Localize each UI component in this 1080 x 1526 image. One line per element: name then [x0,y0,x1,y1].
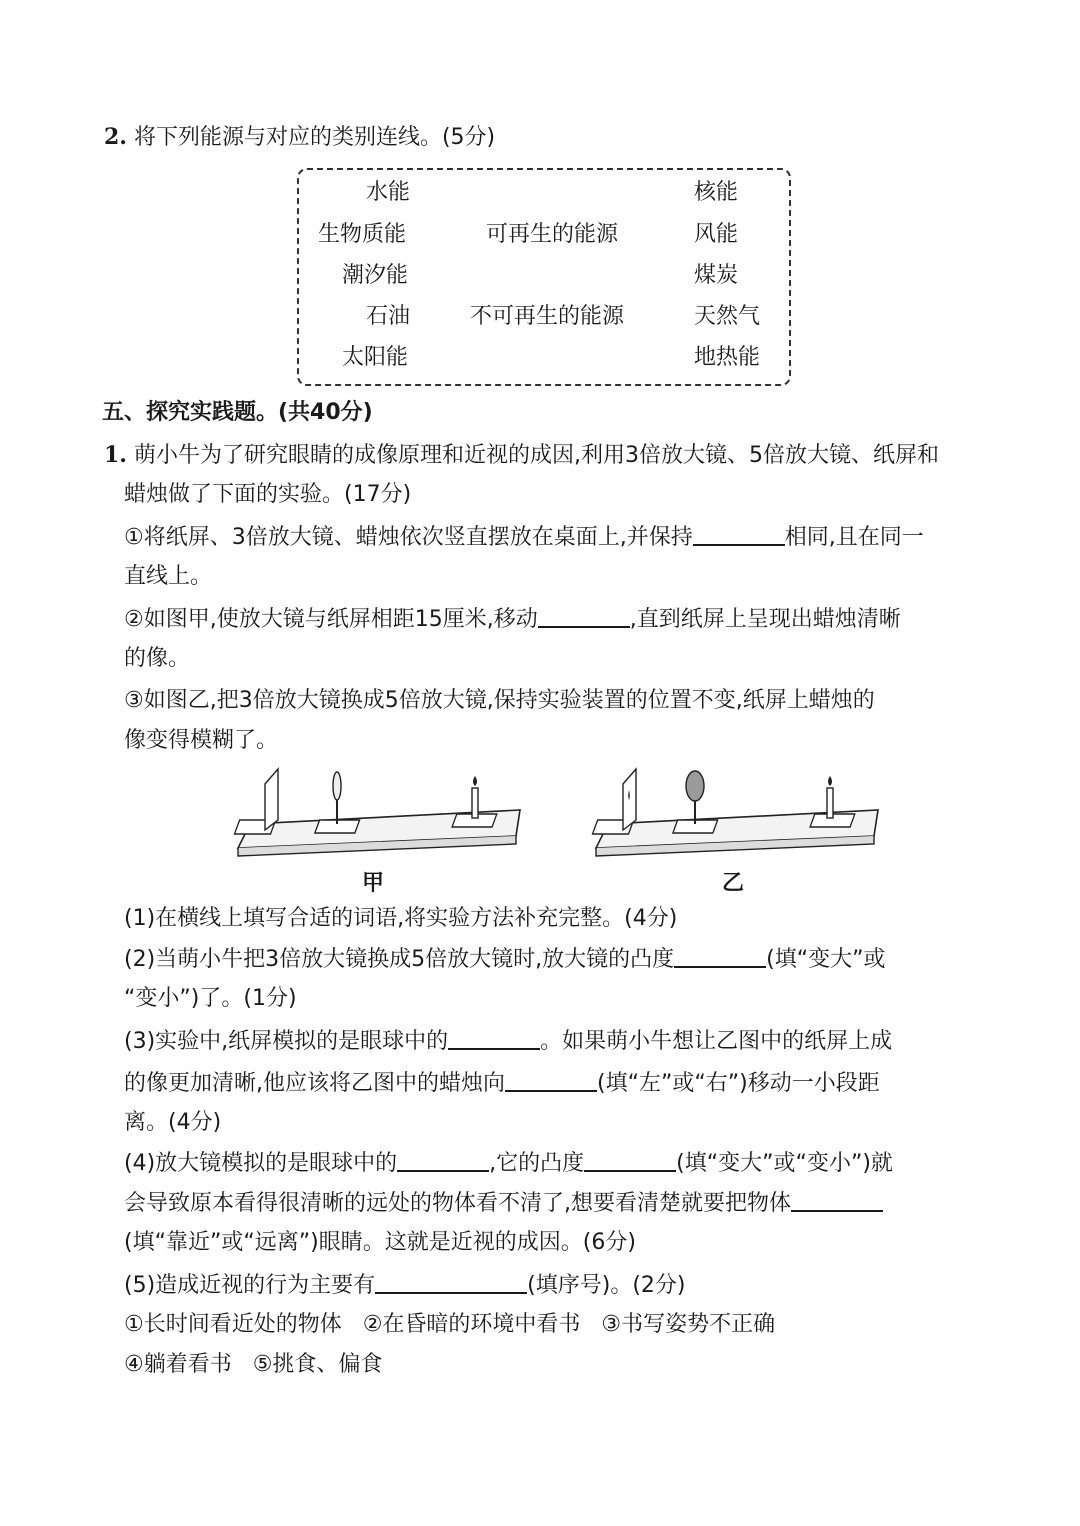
right-item-1: 风能 [694,222,739,247]
step3-line2: 像变得模糊了。 [124,728,279,753]
figure-label-yi: 乙 [722,871,745,896]
category-renewable: 可再生的能源 [486,222,619,247]
q2-number: 2. [104,124,127,150]
lens-icon [333,772,341,800]
figure-yi [588,764,888,859]
sub3-line3: 离。(4分) [124,1110,222,1135]
q1-stem-text: 萌小牛为了研究眼睛的成像原理和近视的成因,利用3倍放大镜、5倍放大镜、纸屏和 [133,443,939,468]
right-item-3: 天然气 [694,304,761,329]
sub5-blank[interactable] [375,1270,527,1294]
sub4-line3: (填“靠近”或“远离”)眼睛。这就是近视的成因。(6分) [124,1230,636,1255]
left-item-2: 潮汐能 [342,263,409,288]
step2-blank[interactable] [538,604,630,628]
flame-icon [828,776,832,786]
q2-stem-text: 将下列能源与对应的类别连线。(5分) [133,125,496,150]
left-item-3: 石油 [366,304,411,329]
q2-stem [104,122,495,153]
sub3-text-d: (填“左”或“右”)移动一小段距 [597,1071,880,1096]
step1-text-b: 相同,且在同一 [784,525,924,550]
sub4-blank-3[interactable] [791,1188,883,1212]
sub5-text-a: (5)造成近视的行为主要有 [124,1273,376,1298]
category-nonrenewable: 不可再生的能源 [470,304,625,329]
section-title: 五、探究实践题。(共40分) [102,400,373,425]
sub3-text-a: (3)实验中,纸屏模拟的是眼球中的 [124,1029,449,1054]
sub3-line2 [124,1068,880,1099]
step3-line: ③如图乙,把3倍放大镜换成5倍放大镜,保持实验装置的位置不变,纸屏上蜡烛的 [124,688,875,713]
paper-screen-icon [623,769,636,830]
paper-screen-icon [265,769,278,830]
options-line2: ④躺着看书 ⑤挑食、偏食 [124,1352,383,1377]
sub4-text-d: 会导致原本看得很清晰的远处的物体看不清了,想要看清楚就要把物体 [124,1191,791,1216]
sub4-text-b: ,它的凸度 [489,1151,585,1176]
sub2-line2: “变小”)了。(1分) [124,986,297,1011]
sub5-text-b: (填序号)。(2分) [527,1273,686,1298]
step1-blank[interactable] [693,522,785,546]
sub4-blank-2[interactable] [584,1148,676,1172]
sub4-line2 [124,1188,883,1219]
step1-text-a: ①将纸屏、3倍放大镜、蜡烛依次竖直摆放在桌面上,并保持 [124,525,693,550]
step1-line2: 直线上。 [124,564,213,589]
sub5-line [124,1270,686,1301]
step2-line [124,604,901,635]
sub3-text-c: 的像更加清晰,他应该将乙图中的蜡烛向 [124,1071,505,1096]
step2-text-b: ,直到纸屏上呈现出蜡烛清晰 [629,607,901,632]
sub3-blank-1[interactable] [448,1026,540,1050]
lens-icon [686,771,704,801]
sub3-text-b: 。如果萌小牛想让乙图中的纸屏上成 [540,1029,893,1054]
sub1-line: (1)在横线上填写合适的词语,将实验方法补充完整。(4分) [124,906,678,931]
figure-label-jia: 甲 [362,871,385,896]
sub4-blank-1[interactable] [397,1148,489,1172]
right-item-4: 地热能 [694,345,761,370]
step2-text-a: ②如图甲,使放大镜与纸屏相距15厘米,移动 [124,607,538,632]
right-item-2: 煤炭 [694,263,739,288]
step1-line [124,522,924,553]
sub3-blank-2[interactable] [505,1068,597,1092]
candle-icon [472,788,478,818]
sub2-text-b: (填“变大”或 [766,947,886,972]
sub2-text-a: (2)当萌小牛把3倍放大镜换成5倍放大镜时,放大镜的凸度 [124,947,675,972]
candle-icon [827,788,833,818]
right-item-0: 核能 [694,180,739,205]
figure-jia [230,764,530,859]
sub4-text-c: (填“变大”或“变小”)就 [676,1151,893,1176]
sub4-text-a: (4)放大镜模拟的是眼球中的 [124,1151,398,1176]
q1-number: 1. [104,442,127,468]
left-item-0: 水能 [366,180,411,205]
left-item-4: 太阳能 [342,345,409,370]
flame-icon [473,776,477,786]
q1-stem-line2: 蜡烛做了下面的实验。(17分) [124,482,412,507]
options-line1: ①长时间看近处的物体 ②在昏暗的环境中看书 ③书写姿势不正确 [124,1312,776,1337]
left-item-1: 生物质能 [318,222,407,247]
sub4-line [124,1148,893,1179]
sub2-line [124,944,886,975]
sub2-blank[interactable] [674,944,766,968]
q1-stem-line1 [104,440,939,471]
step2-line2: 的像。 [124,646,191,671]
sub3-line [124,1026,892,1057]
